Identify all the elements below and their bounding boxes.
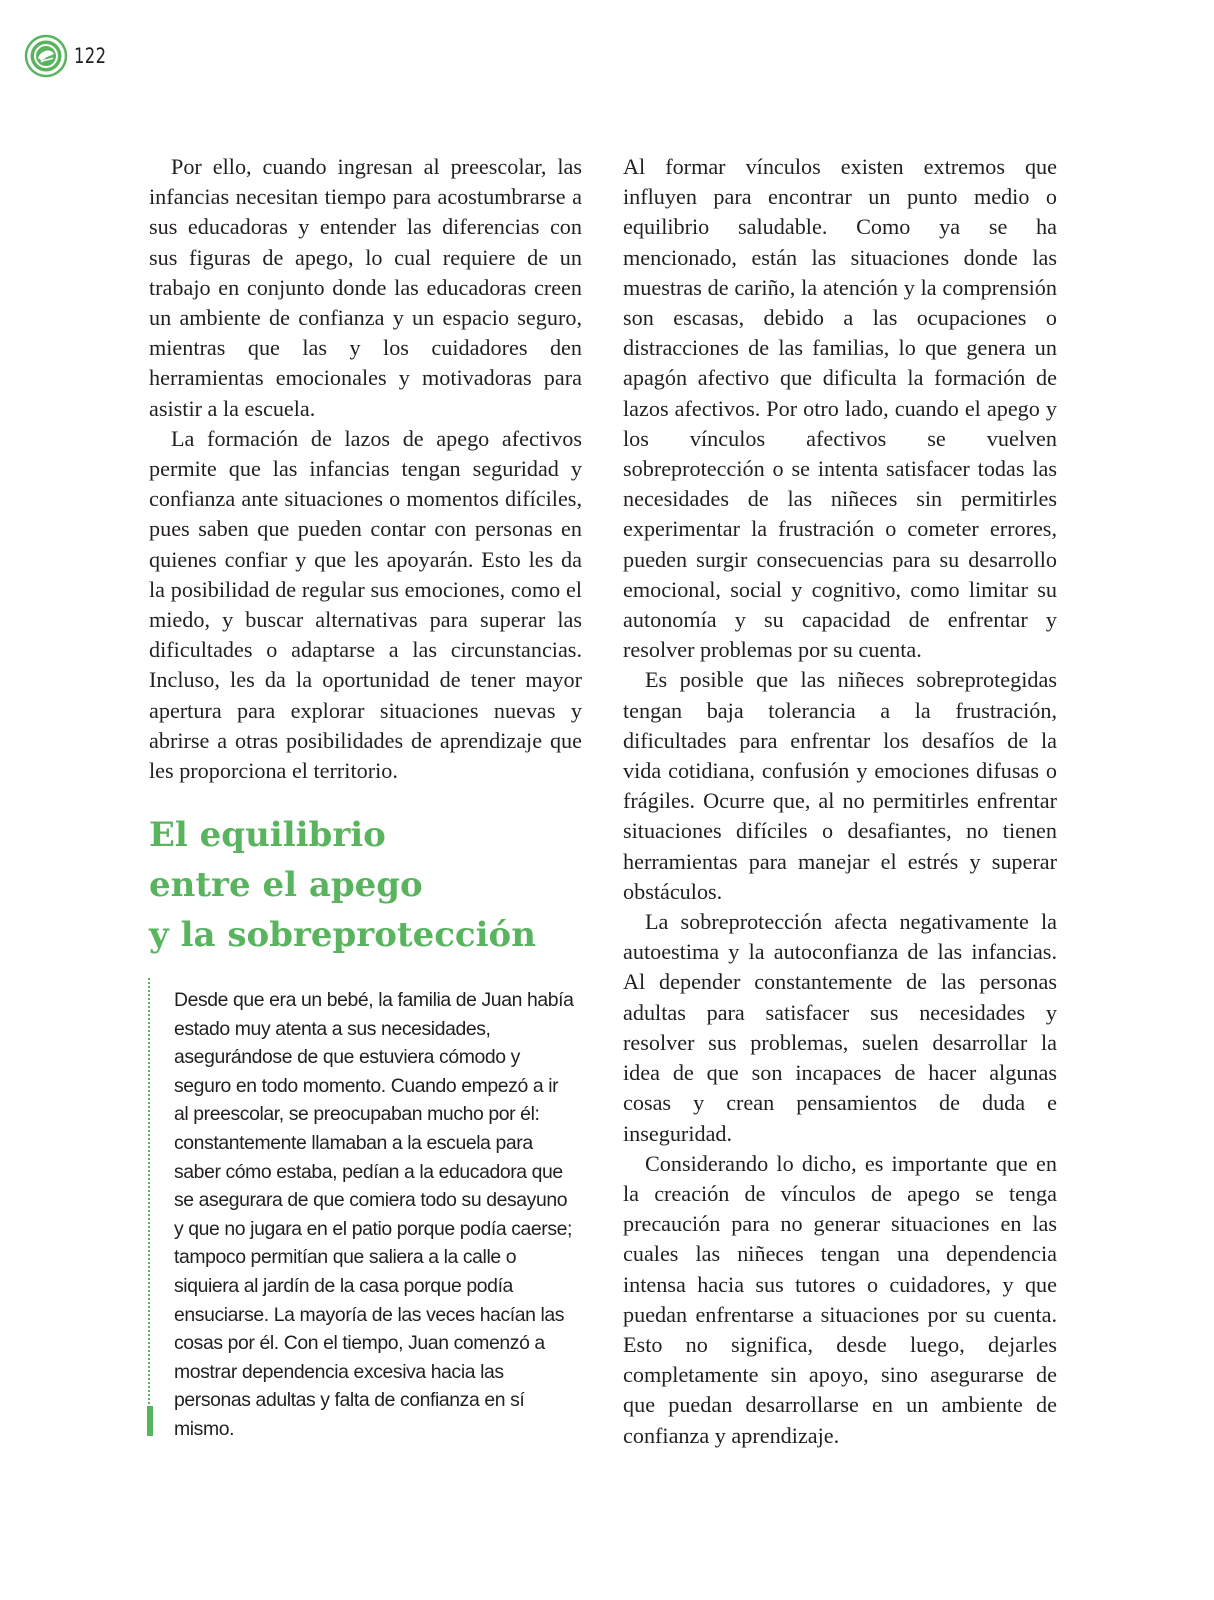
body-paragraph: La formación de lazos de apego afectivos permite que las infancias tengan seguridad y confianza ante situaciones o momentos difíciles, pues saben que pueden contar con personas en quienes confiar y que les apoyarán. Esto les da la posibilidad de regular sus emociones, como el miedo, y buscar alternativas para superar las dificultades o adaptarse a las circunstancias. Incluso, les da la oportunidad de tener mayor apertura para explorar situaciones nuevas y abrirse a otras posibilidades de aprendizaje que les proporciona el territorio. — [149, 425, 582, 784]
body-paragraph: Considerando lo dicho, es importante que en la creación de vínculos de apego se tenga precaución para no generar situaciones en las cuales las niñeces tengan una dependencia intensa hacia sus tutores o cuidadores, y que puedan enfrentarse a situaciones por su cuenta. Esto no significa, desde luego, dejarles completamente sin apoyo, sino asegurarse de que puedan desarrollarse en un ambiente de confianza y aprendizaje. — [623, 1150, 1057, 1448]
section-heading-line: El equilibrio — [149, 815, 386, 855]
section-heading-line: entre el apego — [149, 865, 423, 905]
page-header — [24, 34, 116, 78]
story-box — [148, 978, 580, 1440]
body-paragraph: Al formar vínculos existen extremos que influyen para encontrar un punto medio o equilibrio saludable. Como ya se ha mencionado, están las situaciones donde las muestras de cariño, la atención y la comprensión son escasas, debido a las ocupaciones o distracciones de las familias, lo que genera un apagón afectivo que dificulta la formación de lazos afectivos. Por otro lado, cuando el apego y los vínculos afectivos se vuelven sobreprotección o se intenta satisfacer todas las necesidades de las niñeces sin permitirles experimentar la frustración o cometer errores, pueden surgir consecuencias para su desarrollo emocional, social y cognitivo, como limitar su autonomía y su capacidad de enfrentar y resolver problemas por su cuenta. — [623, 154, 1057, 663]
body-paragraph: La sobreprotección afecta negativamente la autoestima y la autoconfianza de las infancias. Al depender constantemente de las personas adultas para satisfacer sus necesidades y resolver sus problemas, suelen desarrollar la idea de que son incapaces de hacer algunas cosas y crean pensamientos de duda e inseguridad. — [623, 909, 1057, 1146]
body-paragraph: Por ello, cuando ingresan al preescolar, las infancias necesitan tiempo para acostumbrarse a sus educadoras y entender las diferencias con sus figuras de apego, lo cual requiere de un trabajo en conjunto donde las educadoras creen un ambiente de confianza y un espacio seguro, mientras que las y los cuidadores den herramientas emocionales y motivadoras para asistir a la escuela. — [149, 154, 582, 421]
circular-green-emblem-icon — [24, 34, 68, 78]
story-text: Desde que era un bebé, la familia de Juan había estado muy atenta a sus necesidades, asegurándose de que estuviera cómodo y seguro en todo momento. Cuando empezó a ir al preescolar, se preocupaban mucho por él: constantemente llamaban a la escuela para saber cómo estaba, pedían a la educadora que se asegurara de que comiera todo su desayuno y que no jugara en el patio porque podía caerse; tampoco permitían que saliera a la calle o siquiera al jardín de la casa porque podía ensuciarse. La mayoría de las veces hacían las cosas por él. Con el tiempo, Juan comenzó a mostrar dependencia excesiva hacia las personas adultas y falta de confianza en sí mismo. — [174, 989, 574, 1440]
story-accent-bar — [147, 1406, 153, 1436]
right-column — [623, 152, 1057, 1451]
section-heading — [149, 810, 582, 960]
section-heading-line: y la sobreprotección — [149, 915, 536, 955]
page-number: 122 — [74, 44, 107, 68]
left-column — [149, 152, 582, 786]
body-paragraph: Es posible que las niñeces sobreprotegidas tengan baja tolerancia a la frustración, dificultades para enfrentar los desafíos de la vida cotidiana, confusión y emociones difusas o frágiles. Ocurre que, al no permitirles enfrentar situaciones difíciles o desafiantes, no tienen herramientas para manejar el estrés y superar obstáculos. — [623, 667, 1057, 904]
